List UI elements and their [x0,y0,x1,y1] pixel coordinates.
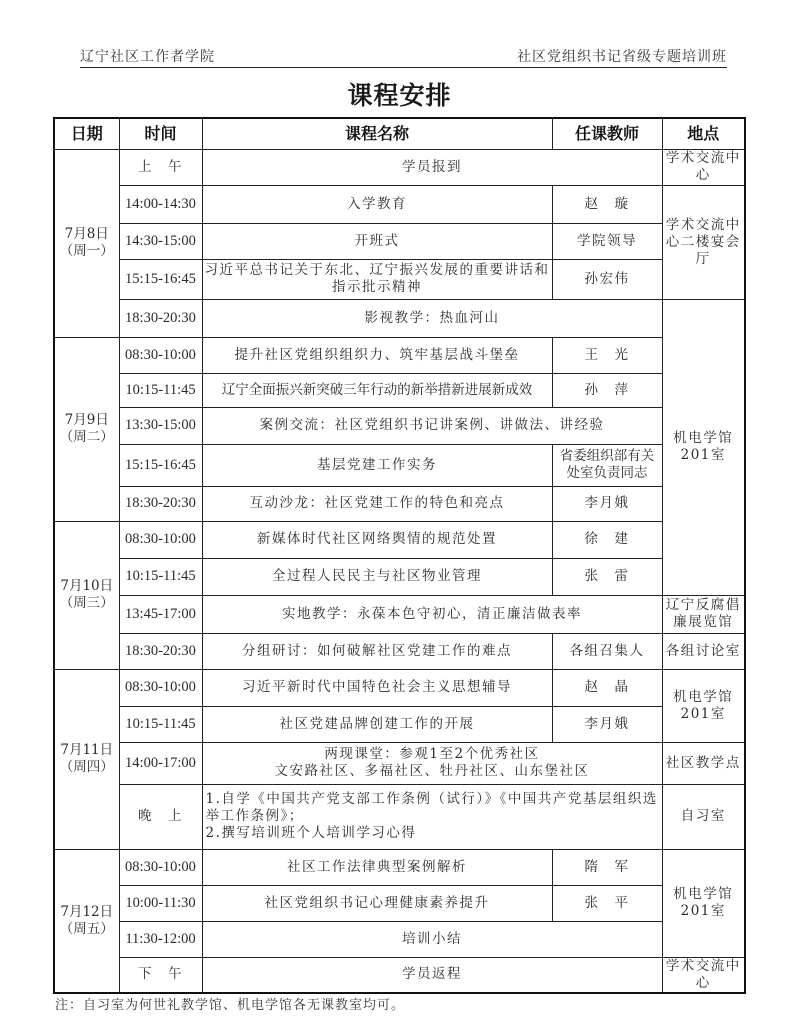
course-cell: 案例交流：社区党组织书记讲案例、讲做法、讲经验 [202,407,662,444]
table-row [54,706,745,742]
time-cell: 08:30-10:00 [119,337,202,373]
time-cell: 14:30-15:00 [119,223,202,259]
table-row [54,885,745,921]
course-cell: 1.自学《中国共产党支部工作条例（试行）》《中国共产党基层组织选举工作条例》； 2.撰写培训班个人培训学习心得 [202,784,662,849]
course-cell: 习近平总书记关于东北、辽宁振兴发展的重要讲话和指示批示精神 [202,259,552,299]
time-cell: 18:30-20:30 [119,633,202,669]
course-cell: 实地教学：永葆本色守初心，清正廉洁做表率 [202,595,662,633]
teacher-cell: 孙宏伟 [552,259,662,299]
course-cell: 全过程人民民主与社区物业管理 [202,558,552,595]
date-cell: 7月12日 （周五） [54,849,119,993]
table-row [54,957,745,993]
table-row [54,595,745,633]
time-cell: 15:15-16:45 [119,444,202,486]
table-row [54,784,745,849]
location-cell: 社区教学点 [662,742,745,784]
teacher-cell: 各组召集人 [552,633,662,669]
teacher-cell: 李月娥 [552,706,662,742]
table-row [54,185,745,223]
course-cell: 辽宁全面振兴新突破三年行动的新举措新进展新成效 [202,373,552,407]
time-cell: 10:00-11:30 [119,885,202,921]
table-row [54,337,745,373]
course-cell: 社区党建品牌创建工作的开展 [202,706,552,742]
teacher-cell: 张 平 [552,885,662,921]
time-cell: 15:15-16:45 [119,259,202,299]
teacher-cell: 张 雷 [552,558,662,595]
teacher-cell: 孙 萍 [552,373,662,407]
teacher-cell: 王 光 [552,337,662,373]
teacher-cell: 赵 璇 [552,185,662,223]
table-row [54,921,745,957]
time-cell: 08:30-10:00 [119,669,202,706]
teacher-cell: 隋 军 [552,849,662,885]
table-row [54,633,745,669]
teacher-cell: 学院领导 [552,223,662,259]
time-cell: 13:45-17:00 [119,595,202,633]
location-cell: 学术交流中心 [662,957,745,993]
col-header-location: 地点 [662,118,745,149]
location-cell: 机电学馆201室 [662,669,745,742]
course-cell: 两现课堂：参观1至2个优秀社区 文安路社区、多福社区、牡丹社区、山东堡社区 [202,742,662,784]
table-row [54,444,745,486]
time-cell: 14:00-17:00 [119,742,202,784]
course-cell: 培训小结 [202,921,662,957]
teacher-cell: 徐 建 [552,521,662,558]
time-cell: 18:30-20:30 [119,486,202,521]
time-cell: 10:15-11:45 [119,706,202,742]
course-cell: 开班式 [202,223,552,259]
course-cell: 分组研讨：如何破解社区党建工作的难点 [202,633,552,669]
time-cell: 08:30-10:00 [119,521,202,558]
table-row [54,521,745,558]
time-cell: 11:30-12:00 [119,921,202,957]
course-cell: 新媒体时代社区网络舆情的规范处置 [202,521,552,558]
time-cell: 13:30-15:00 [119,407,202,444]
course-cell: 互动沙龙：社区党建工作的特色和亮点 [202,486,552,521]
course-cell: 社区工作法律典型案例解析 [202,849,552,885]
location-cell: 学术交流中心二楼宴会厅 [662,185,745,299]
footnote: 注：自习室为何世礼教学馆、机电学馆各无课教室均可。 [55,998,406,1013]
table-row [54,299,745,337]
header-program: 社区党组织书记省级专题培训班 [517,49,727,65]
table-row [54,742,745,784]
col-header-time: 时间 [119,118,202,149]
date-cell: 7月11日 （周四） [54,669,119,849]
teacher-cell: 赵 晶 [552,669,662,706]
course-cell: 提升社区党组织组织力、筑牢基层战斗堡垒 [202,337,552,373]
time-cell: 14:00-14:30 [119,185,202,223]
col-header-date: 日期 [54,118,119,149]
location-cell: 各组讨论室 [662,633,745,669]
time-cell: 上 午 [119,149,202,185]
course-cell: 学员报到 [202,149,662,185]
teacher-cell: 李月娥 [552,486,662,521]
table-row [54,486,745,521]
col-header-teacher: 任课教师 [552,118,662,149]
date-cell: 7月9日 （周二） [54,337,119,521]
date-cell: 7月8日 （周一） [54,149,119,337]
time-cell: 08:30-10:00 [119,849,202,885]
time-cell: 10:15-11:45 [119,558,202,595]
teacher-cell: 省委组织部有关处室负责同志 [552,444,662,486]
date-cell: 7月10日 （周三） [54,521,119,669]
table-row [54,407,745,444]
page-header [80,48,727,68]
page-title: 课程安排 [347,81,452,110]
course-cell: 基层党建工作实务 [202,444,552,486]
course-cell: 入学教育 [202,185,552,223]
time-cell: 18:30-20:30 [119,299,202,337]
table-row [54,223,745,259]
course-cell: 习近平新时代中国特色社会主义思想辅导 [202,669,552,706]
time-cell: 晚 上 [119,784,202,849]
location-cell: 机电学馆201室 [662,299,745,595]
location-cell: 学术交流中心 [662,149,745,185]
time-cell: 下 午 [119,957,202,993]
table-row [54,669,745,706]
time-cell: 10:15-11:45 [119,373,202,407]
location-cell: 自习室 [662,784,745,849]
table-row [54,558,745,595]
table-row [54,373,745,407]
schedule-table [53,117,746,994]
table-header-row [54,118,745,149]
header-institution: 辽宁社区工作者学院 [80,49,215,65]
table-row [54,259,745,299]
table-row [54,149,745,185]
course-cell: 学员返程 [202,957,662,993]
col-header-course: 课程名称 [202,118,552,149]
location-cell: 辽宁反腐倡廉展览馆 [662,595,745,633]
course-cell: 社区党组织书记心理健康素养提升 [202,885,552,921]
course-cell: 影视教学：热血河山 [202,299,662,337]
location-cell: 机电学馆201室 [662,849,745,957]
table-row [54,849,745,885]
